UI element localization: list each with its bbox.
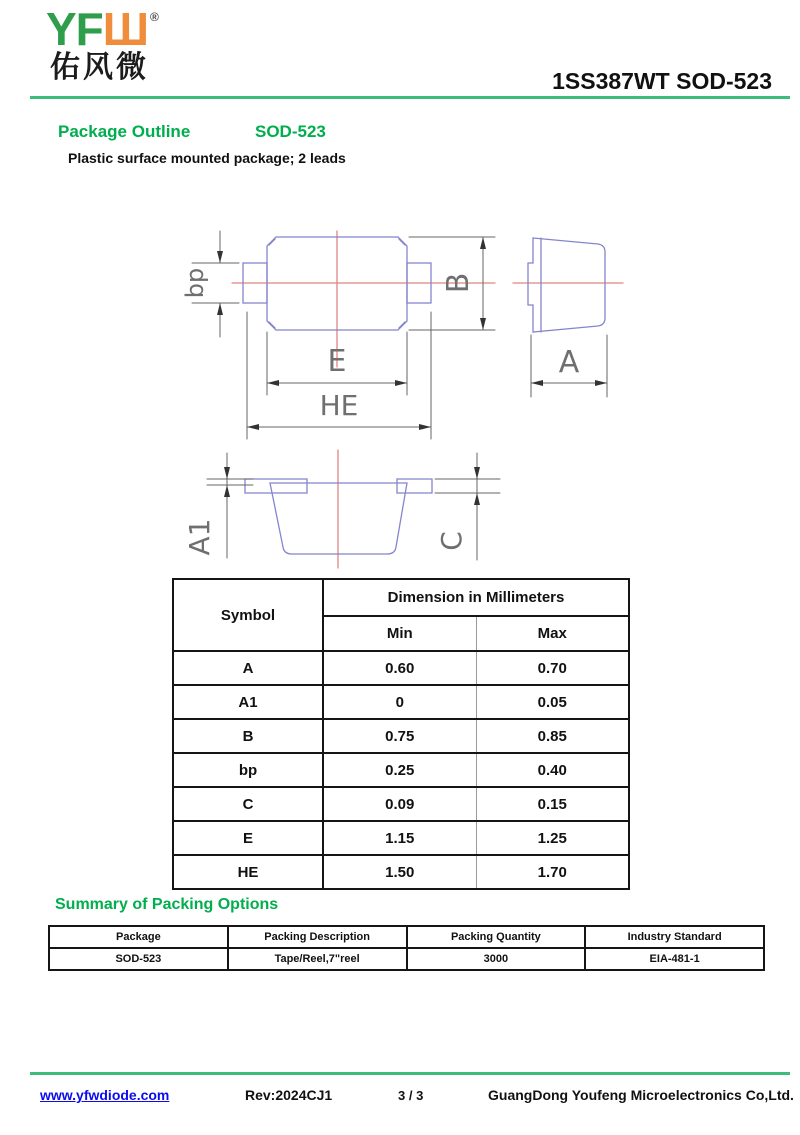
dimension-value-cell: 1.70: [476, 855, 629, 889]
yfw-logo: [46, 3, 149, 55]
packing-column-header: Package: [49, 926, 228, 948]
section-package-name: SOD-523: [255, 122, 326, 141]
dimension-table: [172, 578, 630, 890]
dimension-value-cell: 0.70: [476, 651, 629, 685]
section-heading-package-outline: Package Outline: [58, 122, 191, 141]
packing-cell: Tape/Reel,7"reel: [228, 948, 407, 970]
dimension-value-cell: 0.60: [323, 651, 476, 685]
packing-cell: SOD-523: [49, 948, 228, 970]
label-A: A: [558, 345, 580, 380]
dimension-symbol-cell: A1: [173, 685, 323, 719]
revision-label: Rev:2024CJ1: [245, 1087, 333, 1103]
front-view-lead-left: [245, 479, 307, 493]
dimension-row: [173, 787, 629, 821]
front-view-lead-right: [397, 479, 432, 493]
packing-column-header: Packing Quantity: [407, 926, 586, 948]
label-HE: HE: [319, 389, 359, 422]
dimension-max-header: Max: [476, 616, 629, 651]
label-C: C: [435, 531, 468, 551]
logo-chinese-name: 佑风微: [50, 51, 149, 84]
packing-table-container: [48, 925, 765, 971]
packing-header-row: [49, 926, 764, 948]
front-view: [183, 450, 500, 568]
label-A1: A1: [183, 518, 216, 556]
footer-divider: [30, 1072, 790, 1075]
dimension-symbol-header: Symbol: [173, 579, 323, 651]
dimension-value-cell: 1.25: [476, 821, 629, 855]
packing-cell: EIA-481-1: [585, 948, 764, 970]
dimension-symbol-cell: E: [173, 821, 323, 855]
dimension-row: [173, 651, 629, 685]
dimension-value-cell: 0.25: [323, 753, 476, 787]
packing-row: [49, 948, 764, 970]
dimension-row: [173, 753, 629, 787]
label-bp: bp: [181, 267, 209, 299]
registered-trademark-icon: ®: [150, 10, 159, 24]
dimension-table-body: [173, 651, 629, 889]
packing-column-header: Industry Standard: [585, 926, 764, 948]
side-view: [513, 238, 623, 397]
dimension-symbol-cell: A: [173, 651, 323, 685]
dimension-symbol-cell: HE: [173, 855, 323, 889]
dimension-min-header: Min: [323, 616, 476, 651]
dimension-value-cell: 0.85: [476, 719, 629, 753]
packing-table-body: [49, 948, 764, 970]
dimension-units-header: Dimension in Millimeters: [323, 579, 629, 616]
dimension-value-cell: 0.15: [476, 787, 629, 821]
header-divider: [30, 96, 790, 99]
logo-yf-text: YF: [46, 3, 103, 55]
packing-cell: 3000: [407, 948, 586, 970]
top-view-centerlines: [232, 231, 495, 367]
dim-bp-arrows: [217, 251, 223, 315]
side-view-body: [528, 238, 605, 332]
dimension-row: [173, 719, 629, 753]
dimension-value-cell: 0.09: [323, 787, 476, 821]
packing-table: [48, 925, 765, 971]
dimension-value-cell: 0.40: [476, 753, 629, 787]
website-link[interactable]: www.yfwdiode.com: [40, 1087, 170, 1103]
label-B: B: [441, 272, 476, 294]
dimension-value-cell: 1.15: [323, 821, 476, 855]
dimension-table-container: [172, 578, 630, 890]
packing-options-heading: Summary of Packing Options: [55, 896, 279, 913]
dimension-symbol-cell: C: [173, 787, 323, 821]
dimension-value-cell: 0.75: [323, 719, 476, 753]
dimension-row: [173, 855, 629, 889]
label-E: E: [327, 344, 347, 379]
packing-column-header: Packing Description: [228, 926, 407, 948]
dimension-row: [173, 685, 629, 719]
top-view: [181, 231, 495, 439]
dimension-symbol-cell: B: [173, 719, 323, 753]
page-number: 3 / 3: [398, 1088, 424, 1103]
logo-w-glyph: Ш: [102, 3, 149, 55]
company-name: GuangDong Youfeng Microelectronics Co,Ltd.: [488, 1087, 794, 1103]
dimension-value-cell: 0: [323, 685, 476, 719]
package-outline-drawing: [165, 225, 685, 575]
dimension-value-cell: 1.50: [323, 855, 476, 889]
page-title: 1SS387WT SOD-523: [552, 68, 772, 94]
package-subtitle: Plastic surface mounted package; 2 leads: [68, 150, 346, 166]
dimension-symbol-cell: bp: [173, 753, 323, 787]
dimension-value-cell: 0.05: [476, 685, 629, 719]
dimension-row: [173, 821, 629, 855]
